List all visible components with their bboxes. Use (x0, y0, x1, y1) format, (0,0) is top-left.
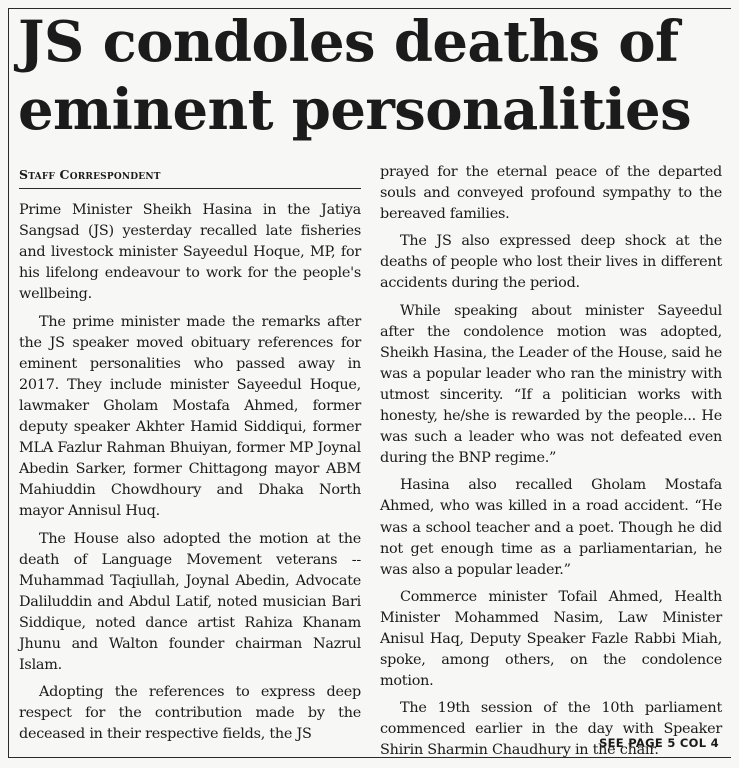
paragraph: The prime minister made the remarks after the JS speaker moved obituary references for eminent personalities who passed away in 2017. They include minister Sayeedul Hoque, lawmaker Gholam Mostafa Ahmed, former deputy speaker Akhter Hamid Siddiqui, former MLA Fazlur Rahman Bhuiyan, former MP Joynal Abedin Sarker, former Chittagong mayor ABM Mahiuddin Chowdhoury and Dhaka North mayor Annisul Huq. (19, 313, 361, 520)
paragraph: While speaking about minister Sayeedul after the condolence motion was adopted, Sheikh Hasina, the Leader of the House, said he was a popular leader who ran the ministry with utmost sincerity. “If a politician works with honesty, he/she is rewarded by the people... He was such a leader who was not defeated even during the BNP regime.” (380, 302, 722, 467)
headline: JS condoles deaths of eminent personalities (18, 9, 691, 143)
byline (19, 164, 361, 189)
left-rule (8, 8, 9, 758)
paragraph: Adopting the references to express deep respect for the contribution made by the deceased in their respective fields, the JS (19, 684, 361, 743)
byline-label: Staff Correspondent (19, 167, 161, 182)
paragraph: Commerce minister Tofail Ahmed, Health Minister Mohammed Nasim, Law Minister Anisul Haq, Deputy Speaker Fazle Rabbi Miah, spoke, among others, on the condolence motion. (380, 588, 722, 690)
paragraph: The 19th session of the 10th parliament commenced earlier in the day with Speaker Shirin Sharmin Chaudhury in the chair. (380, 700, 722, 759)
paragraph: prayed for the eternal peace of the departed souls and conveyed profound sympathy to the bereaved families. (380, 164, 722, 223)
paragraph: The House also adopted the motion at the death of Language Movement veterans -- Muhammad Taqiullah, Joynal Abedin, Advocate Daliluddin and Abdul Latif, noted musician Bari Siddique, noted dance artist Rahiza Khanam Jhunu and Walton founder chairman Nazrul Islam. (19, 530, 361, 674)
paragraph: Hasina also recalled Gholam Mostafa Ahmed, who was killed in a road accident. “He was a school teacher and a poet. Though he did not get enough time as a parliamentarian, he was also a popular leader.” (380, 477, 722, 578)
article-column-right (380, 162, 722, 768)
paragraph: The JS also expressed deep shock at the deaths of people who lost their lives in different accidents during the period. (380, 233, 722, 292)
continuation-jump: SEE PAGE 5 COL 4 (599, 736, 719, 750)
article-column-left (19, 164, 361, 751)
paragraph: Prime Minister Sheikh Hasina in the Jatiya Sangsad (JS) yesterday recalled late fisheries and livestock minister Sayeedul Hoque, MP, for his lifelong endeavour to work for the people's wellbeing. (19, 202, 361, 303)
